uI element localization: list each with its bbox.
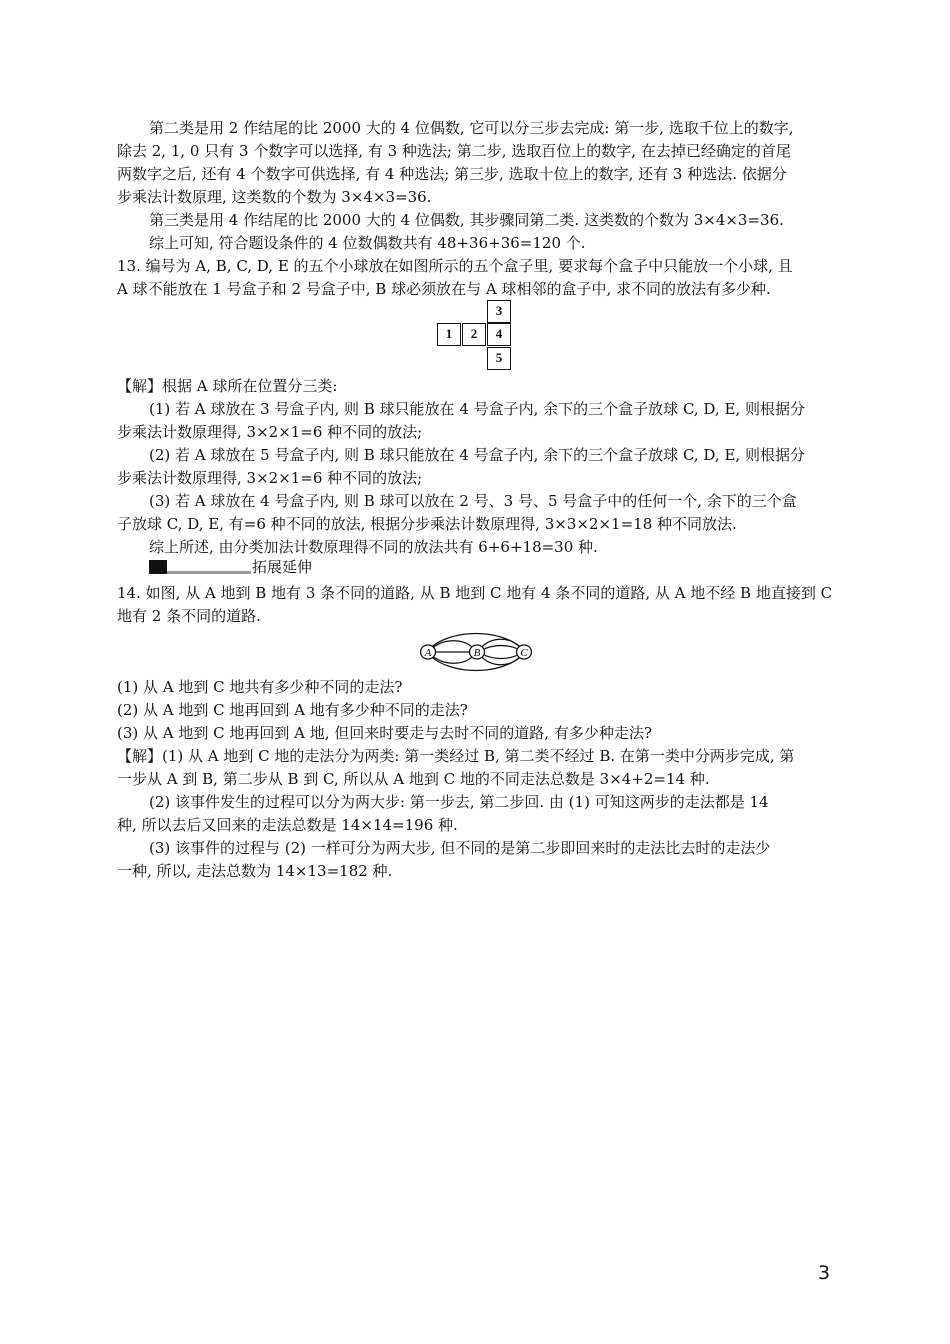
question-14-parts: [117, 676, 837, 745]
solution-13-case-2: (2) 若 A 球放在 5 号盒子内, 则 B 球只能放在 4 号盒子内, 余下的三个盒子放球 C, D, E, 则根据分 步乘法计数原理得, 3×2×1=6 种不同的放法;: [117, 446, 805, 487]
solution-14-part-1: 【解】(1) 从 A 地到 C 地的走法分为两类: 第一类经过 B, 第二类不经过 B. 在第一类中分两步完成, 第 一步从 A 到 B, 第二步从 B 到 C, 所以从 A 地到 C 地的不同走法总数是 3×4+2=14 种.: [117, 747, 795, 788]
road-a-b-1: [431, 641, 474, 649]
section-title: 拓展延伸: [252, 558, 313, 576]
box-2: 2: [462, 323, 486, 346]
para-class-two: 第二类是用 2 作结尾的比 2000 大的 4 位偶数, 它可以分三步去完成: 第一步, 选取千位上的数字, 除去 2, 1, 0 只有 3 个数字可以选择, 有 3 种选法; 第二步, 选取百位上的数字, 在去掉已经确定的首尾 两数字之后, 还有 4 个数字可供选择, 有 4 种选法; 第三步, 选取十位上的数字, 还有 3 种选法. 依据分 步乘法计数原理, 这类数的个数为 3×4×3=36.: [117, 119, 794, 206]
box-1: 1: [437, 323, 461, 346]
solution-14-part-2: (2) 该事件发生的过程可以分为两大步: 第一步去, 第二步回. 由 (1) 可知这两步的走法都是 14 种, 所以去后又回来的走法总数是 14×14=196 种.: [117, 793, 769, 834]
node-a-label: A: [424, 647, 432, 659]
box-4: 4: [487, 323, 511, 346]
road-a-b-3: [431, 655, 474, 663]
para-summary-12: 综上可知, 符合题设条件的 4 位数偶数共有 48+36+36=120 个.: [149, 234, 586, 252]
road-b-c-3: [482, 654, 520, 659]
solution-13-summary: 综上所述, 由分类加法计数原理得不同的放法共有 6+6+18=30 种.: [149, 538, 598, 556]
node-b-label: B: [473, 647, 481, 659]
question-14: 14. 如图, 从 A 地到 B 地有 3 条不同的道路, 从 B 地到 C 地有 4 条不同的道路, 从 A 地不经 B 地直接到 C 地有 2 条不同的道路.: [117, 584, 833, 625]
page-number: 3: [818, 1262, 831, 1284]
question-14-part-2: (2) 从 A 地到 C 地再回到 A 地有多少种不同的走法?: [117, 701, 468, 719]
box-5: 5: [487, 347, 511, 370]
solution-14-part-3: (3) 该事件的过程与 (2) 一样可分为两大步, 但不同的是第二步即回来时的走法比去时的走法少 一种, 所以, 走法总数为 14×13=182 种.: [117, 839, 771, 880]
solution-13-intro: 【解】根据 A 球所在位置分三类:: [117, 377, 338, 395]
box-3: 3: [487, 300, 511, 323]
question-14-part-3: (3) 从 A 地到 C 地再回到 A 地, 但回来时要走与去时不同的道路, 有多少种走法?: [117, 724, 652, 742]
section-marker-icon: [149, 560, 251, 574]
road-diagram: [420, 630, 532, 678]
solution-13-case-3: (3) 若 A 球放在 4 号盒子内, 则 B 球可以放在 2 号、3 号、5 号盒子中的任何一个, 余下的三个盒 子放球 C, D, E, 有=6 种不同的放法, 根据分步乘法计数原理得, 3×3×2×1=18 种不同放法.: [117, 492, 797, 533]
road-b-c-2: [482, 646, 520, 651]
node-c-label: C: [520, 647, 528, 659]
solution-13-case-1: (1) 若 A 球放在 3 号盒子内, 则 B 球只能放在 4 号盒子内, 余下的三个盒子放球 C, D, E, 则根据分 步乘法计数原理得, 3×2×1=6 种不同的放法;: [117, 400, 805, 441]
para-class-three: 第三类是用 4 作结尾的比 2000 大的 4 位偶数, 其步骤同第二类. 这类数的个数为 3×4×3=36.: [149, 211, 784, 229]
question-14-part-1: (1) 从 A 地到 C 地共有多少种不同的走法?: [117, 678, 403, 696]
question-13: 13. 编号为 A, B, C, D, E 的五个小球放在如图所示的五个盒子里, 要求每个盒子中只能放一个小球, 且 A 球不能放在 1 号盒子和 2 号盒子中, B 球必须放在与 A 球相邻的盒子中, 求不同的放法有多少种.: [117, 257, 793, 298]
